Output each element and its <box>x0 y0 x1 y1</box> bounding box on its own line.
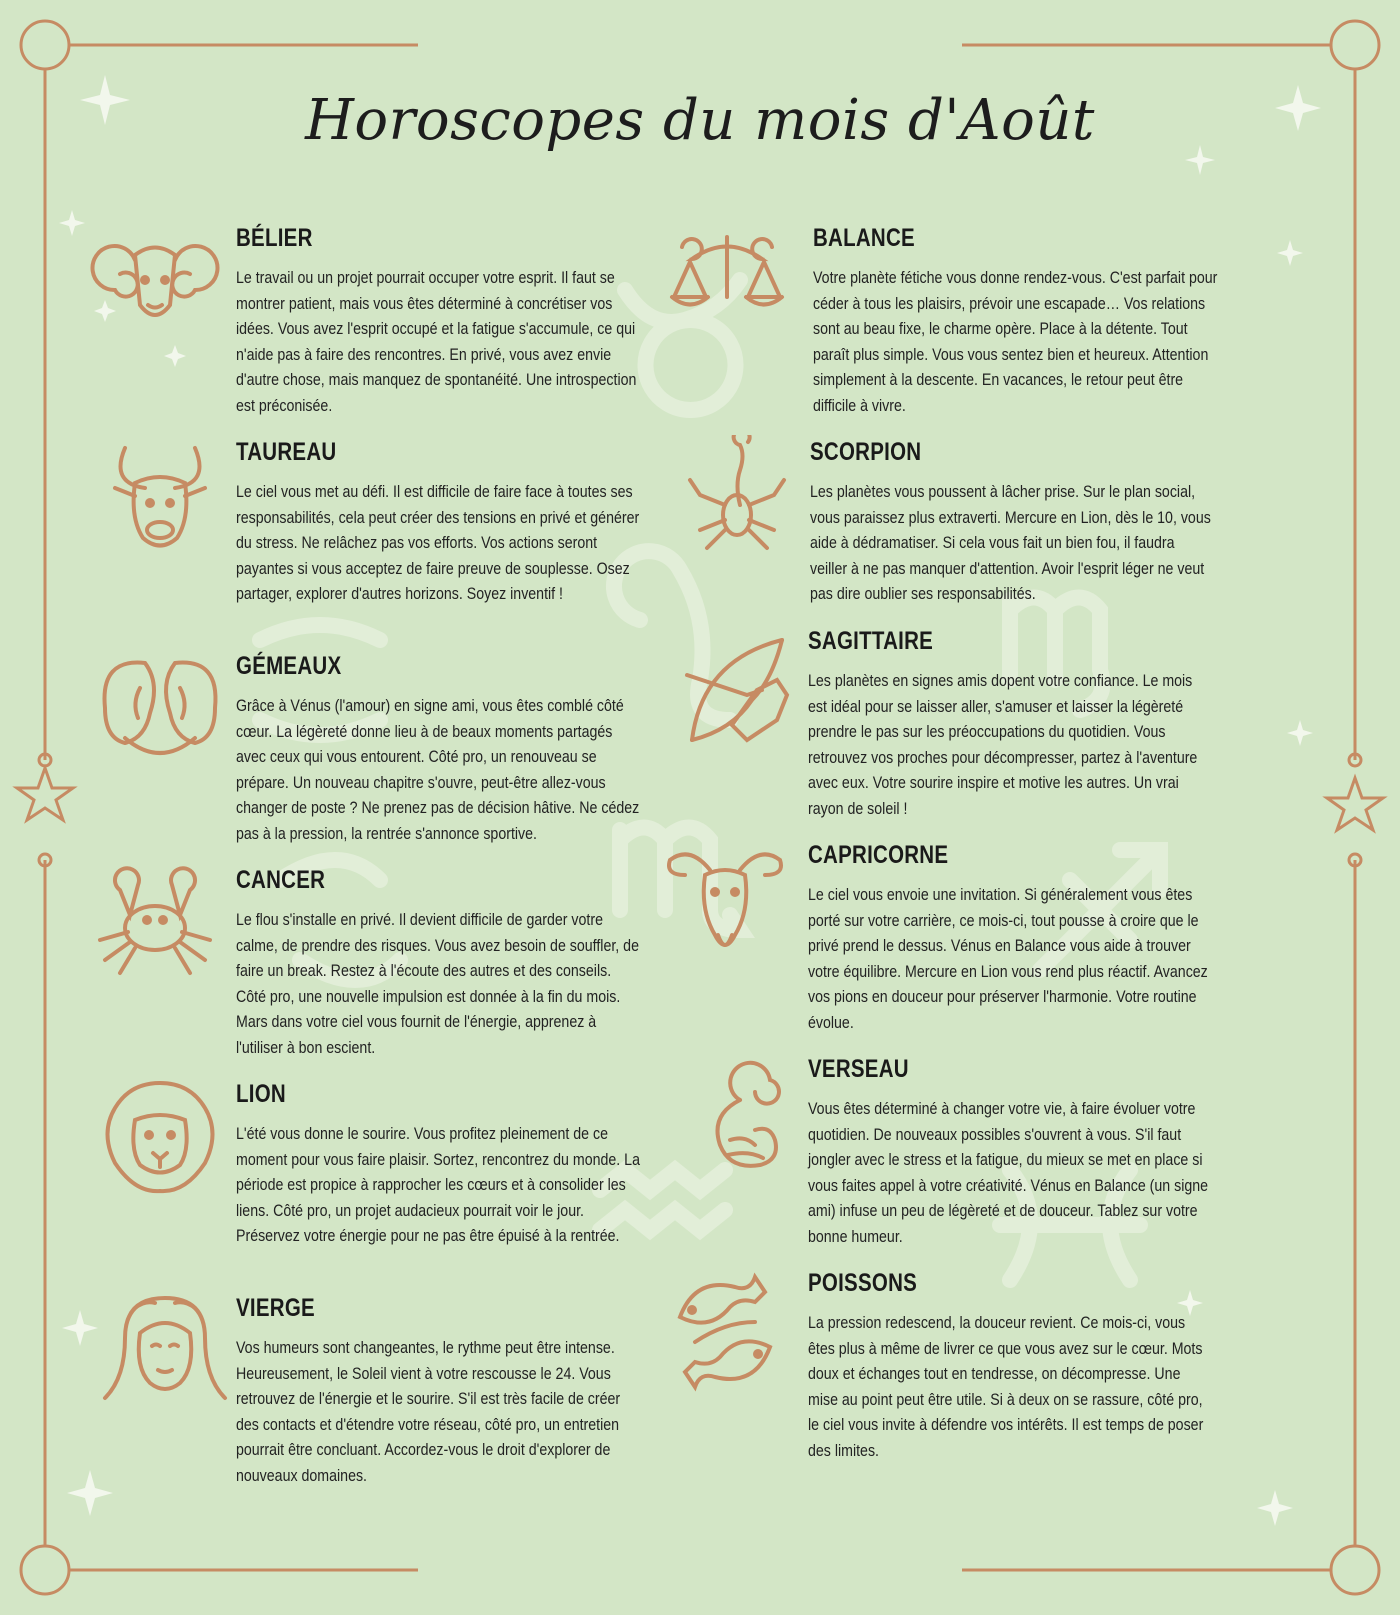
maiden-icon <box>100 1288 230 1408</box>
sign-title: GÉMEAUX <box>236 652 342 680</box>
lion-icon <box>95 1075 225 1195</box>
sign-text: Vos humeurs sont changeantes, le rythme peut être intense. Heureusement, le Soleil vient à votre rescousse le 24. Vous retrouvez de l'énergie et le sourire. S'il est très facile de créer des contacts et d'étendre votre réseau, côté pro, un entretien pourrait être concluant. Accordez-vous le droit d'explorer de nouveaux domaines. <box>236 1338 621 1485</box>
sign-belier <box>236 224 656 418</box>
sign-title: SAGITTAIRE <box>808 627 934 655</box>
sign-text: L'été vous donne le sourire. Vous profitez pleinement de ce moment pour vous faire plaisir. Sortez, rencontrez du monde. La période est propice à rapprocher les cœurs et à consolider les liens. Côté pro, un projet audacieux pourrait voir le jour. Préservez votre énergie pour ne pas être épuisé à la rentrée. <box>236 1124 640 1245</box>
sign-title: CANCER <box>236 866 326 894</box>
sign-taureau <box>236 438 656 607</box>
sign-text: Le ciel vous met au défi. Il est difficile de faire face à toutes ses responsabilités, cela peut créer des tensions en privé et générer du stress. Ne relâchez pas vos efforts. Vos actions seront payantes si vous acceptez de faire preuve de souplesse. Osez partager, explorer d'autres horizons. Soyez inventif ! <box>236 482 640 603</box>
bull-icon <box>95 438 225 558</box>
goat-icon <box>660 840 790 960</box>
sign-sagittaire <box>808 627 1228 821</box>
sign-title: CAPRICORNE <box>808 841 949 869</box>
sign-balance <box>813 224 1233 418</box>
sign-lion <box>236 1080 656 1249</box>
sign-title: BÉLIER <box>236 224 313 252</box>
left-star-icon <box>17 768 73 820</box>
water-bearer-icon <box>680 1055 810 1175</box>
sign-vierge <box>236 1294 656 1488</box>
sign-scorpion <box>810 438 1230 607</box>
sign-text: Le ciel vous envoie une invitation. Si généralement vous êtes porté sur votre carrière, ce mois-ci, tout pousse à croire que le privé prend le dessus. Vénus en Balance vous aide à trouver votre équilibre. Mercure en Lion vous rend plus réactif. Avancez vos pions en douceur pour préserver l'harmonie. Votre routine évolue. <box>808 885 1208 1032</box>
sign-verseau <box>808 1055 1228 1249</box>
sign-text: Vous êtes déterminé à changer votre vie, à faire évoluer votre quotidien. De nouveaux possibles s'ouvrent à vous. S'il faut jongler avec le stress et la fatigue, du mieux se met en place si vous faites appel à votre créativité. Vénus en Balance (un signe ami) infuse un peu de légèreté et de douceur. Tablez sur votre bonne humeur. <box>808 1099 1209 1246</box>
sign-title: SCORPION <box>810 438 922 466</box>
sign-title: TAUREAU <box>236 438 337 466</box>
sign-text: Les planètes en signes amis dopent votre confiance. Le mois est idéal pour se laisser aller, s'amuser et laisser la légèreté prendre le pas sur les préoccupations du quotidien. Vous retrouvez vos proches pour décompresser, partez à l'aventure avec eux. Votre sourire inspire et motive les autres. Un vrai rayon de soleil ! <box>808 671 1198 818</box>
sign-title: VIERGE <box>236 1294 315 1322</box>
sign-text: Le flou s'installe en privé. Il devient difficile de garder votre calme, de prendre des risques. Vous avez besoin de souffler, de faire un break. Restez à l'écoute des autres et des conseils. Côté pro, une nouvelle impulsion est donnée à la fin du mois. Mars dans votre ciel vous fournit de l'énergie, apprenez à l'utiliser à bon escient. <box>236 910 639 1057</box>
twins-icon <box>95 648 225 768</box>
sign-title: POISSONS <box>808 1269 918 1297</box>
sign-cancer <box>236 866 656 1060</box>
sign-text: Le travail ou un projet pourrait occuper votre esprit. Il faut se montrer patient, mais vous êtes déterminé à concrétiser vos idées. Vous avez l'esprit occupé et la fatigue s'accumule, ce qui n'aide pas à faire des rencontres. En privé, vous avez envie d'autre chose, mais manquez de spontanéité. Une introspection est préconisée. <box>236 268 637 415</box>
sign-text: Les planètes vous poussent à lâcher prise. Sur le plan social, vous paraissez plus extraverti. Mercure en Lion, dès le 10, vous aide à dédramatiser. Si cela vous fait un bien fou, il faudra veiller à ne pas manquer d'attention. Avoir l'esprit léger ne veut pas dire oublier ses responsabilités. <box>810 482 1211 603</box>
right-star-icon <box>1327 778 1383 830</box>
sign-text: Votre planète fétiche vous donne rendez-vous. C'est parfait pour céder à tous les plaisirs, prévoir une escapade… Vos relations sont au beau fixe, le charme opère. Place à la détente. Tout paraît plus simple. Vous vous sentez bien et heureux. Attention simplement à la descente. En vacances, le retour peut être difficile à vivre. <box>813 268 1218 415</box>
scales-icon <box>662 222 792 342</box>
sign-title: BALANCE <box>813 224 915 252</box>
sign-text: Grâce à Vénus (l'amour) en signe ami, vous êtes comblé côté cœur. La légèreté donne lieu à de beaux moments partagés avec ceux qui vous entourent. Côté pro, un renouveau se prépare. Un nouveau chapitre s'ouvre, peut-être allez-vous changer de poste ? Ne prenez pas de décision hâtive. Ne cédez pas à la pression, la rentrée s'annonce sportive. <box>236 696 640 843</box>
archer-icon <box>672 630 802 750</box>
ram-icon <box>90 225 220 345</box>
fish-icon <box>660 1272 790 1392</box>
sign-text: La pression redescend, la douceur revient. Ce mois-ci, vous êtes plus à même de livrer ce que vous avez sur le cœur. Mots doux et échanges tout en tendresse, on décompresse. Une mise au point peut être utile. Si à deux on se rassure, côté pro, le ciel vous invite à défendre vos intérêts. Il est temps de poser des limites. <box>808 1313 1204 1460</box>
sign-poissons <box>808 1269 1228 1463</box>
crab-icon <box>90 860 220 980</box>
sign-gemeaux <box>236 652 656 846</box>
page-title: Horoscopes du mois d'Août <box>305 88 1095 153</box>
sign-capricorne <box>808 841 1228 1035</box>
scorpion-icon <box>675 435 805 555</box>
sign-title: VERSEAU <box>808 1055 909 1083</box>
sign-title: LION <box>236 1080 286 1108</box>
